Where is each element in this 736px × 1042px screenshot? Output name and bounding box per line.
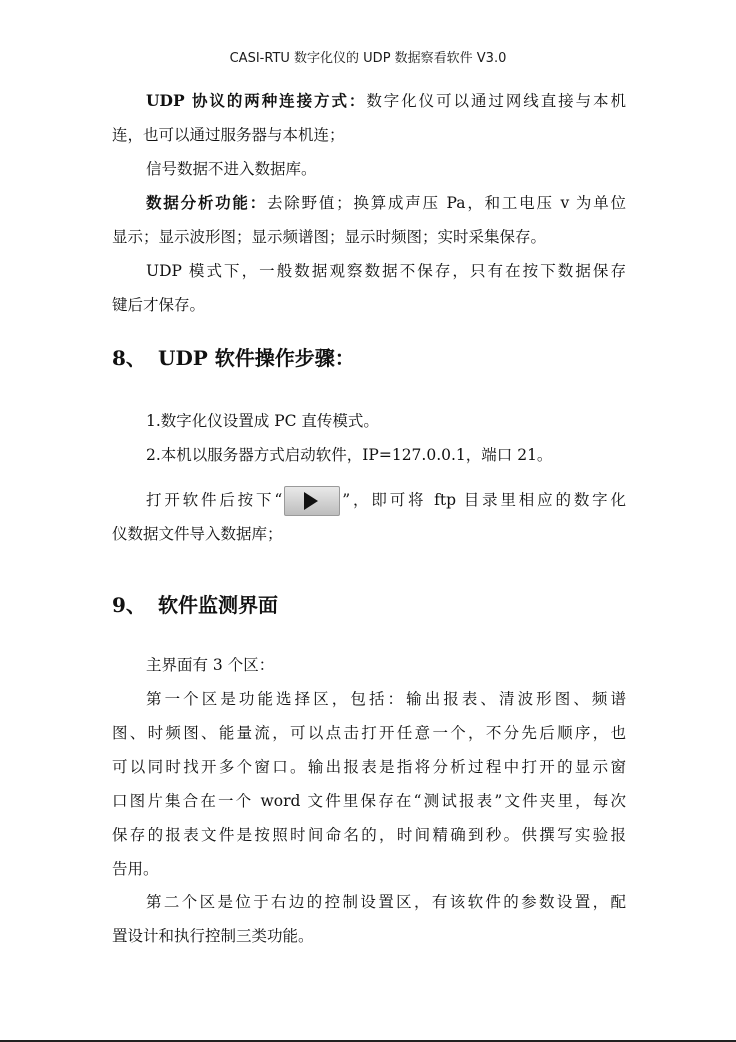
section-title: 软件监测界面 xyxy=(158,593,278,617)
text-line: 打开软件后按下“ ”，即可将 ftp 目录里相应的数字化 xyxy=(112,483,626,517)
text-line: 键后才保存。 xyxy=(112,296,206,314)
paragraph-analysis-functions xyxy=(112,186,626,254)
play-icon xyxy=(304,492,318,510)
text-line: 图、时频图、能量流，可以点击打开任意一个，不分先后顺序，也 xyxy=(112,724,626,742)
text-line: 数据分析功能：去除野值；换算成声压 Pa，和工电压 v 为单位 xyxy=(146,193,626,212)
section-title: UDP 软件操作步骤： xyxy=(158,346,355,370)
step-item: 1.数字化仪设置成 PC 直传模式。 xyxy=(146,412,379,430)
section-heading-8 xyxy=(112,342,355,371)
section-number: 8、 xyxy=(112,346,146,370)
paragraph-area-two xyxy=(112,885,626,953)
text-line: 连，也可以通过服务器与本机连； xyxy=(112,126,345,144)
text-line: 保存的报表文件是按照时间命名的，时间精确到秒。供撰写实验报 xyxy=(112,826,626,844)
paragraph-import-instructions xyxy=(112,483,626,551)
play-button[interactable] xyxy=(284,486,340,516)
text-line: 仪数据文件导入数据库； xyxy=(112,525,283,543)
section-number: 9、 xyxy=(112,593,146,617)
text-line: 信号数据不进入数据库。 xyxy=(146,160,317,178)
paragraph-area-one xyxy=(112,682,626,886)
text-line: 告用。 xyxy=(112,860,159,878)
bold-lead: UDP 协议的两种连接方式： xyxy=(146,91,367,110)
text-line: 可以同时找开多个窗口。输出报表是指将分析过程中打开的显示窗 xyxy=(112,758,626,776)
paragraph-database-note xyxy=(112,152,626,186)
paragraph-main-interface xyxy=(112,648,626,682)
bold-lead: 数据分析功能： xyxy=(146,193,267,212)
page-header: CASI-RTU 数字化仪的 UDP 数据察看软件 V3.0 xyxy=(229,51,507,66)
text-line: 第一个区是功能选择区，包括：输出报表、清波形图、频谱 xyxy=(146,690,626,708)
section-heading-9 xyxy=(112,589,278,618)
text-line: UDP 模式下，一般数据观察数据不保存，只有在按下数据保存 xyxy=(146,262,626,280)
text-line: 第二个区是位于右边的控制设置区，有该软件的参数设置，配 xyxy=(146,893,626,911)
text-line: 主界面有 3 个区： xyxy=(146,656,275,674)
steps-list xyxy=(112,404,626,472)
paragraph-udp-mode xyxy=(112,254,626,322)
paragraph-udp-connection xyxy=(112,84,626,152)
text-line: 置设计和执行控制三类功能。 xyxy=(112,927,314,945)
step-item: 2.本机以服务器方式启动软件，IP=127.0.0.1，端口 21。 xyxy=(146,446,553,464)
text-line: UDP 协议的两种连接方式：数字化仪可以通过网线直接与本机 xyxy=(146,91,626,110)
text-line: 显示；显示波形图；显示频谱图；显示时频图；实时采集保存。 xyxy=(112,228,547,246)
text-line: 口图片集合在一个 word 文件里保存在“测试报表”文件夹里，每次 xyxy=(112,792,626,810)
